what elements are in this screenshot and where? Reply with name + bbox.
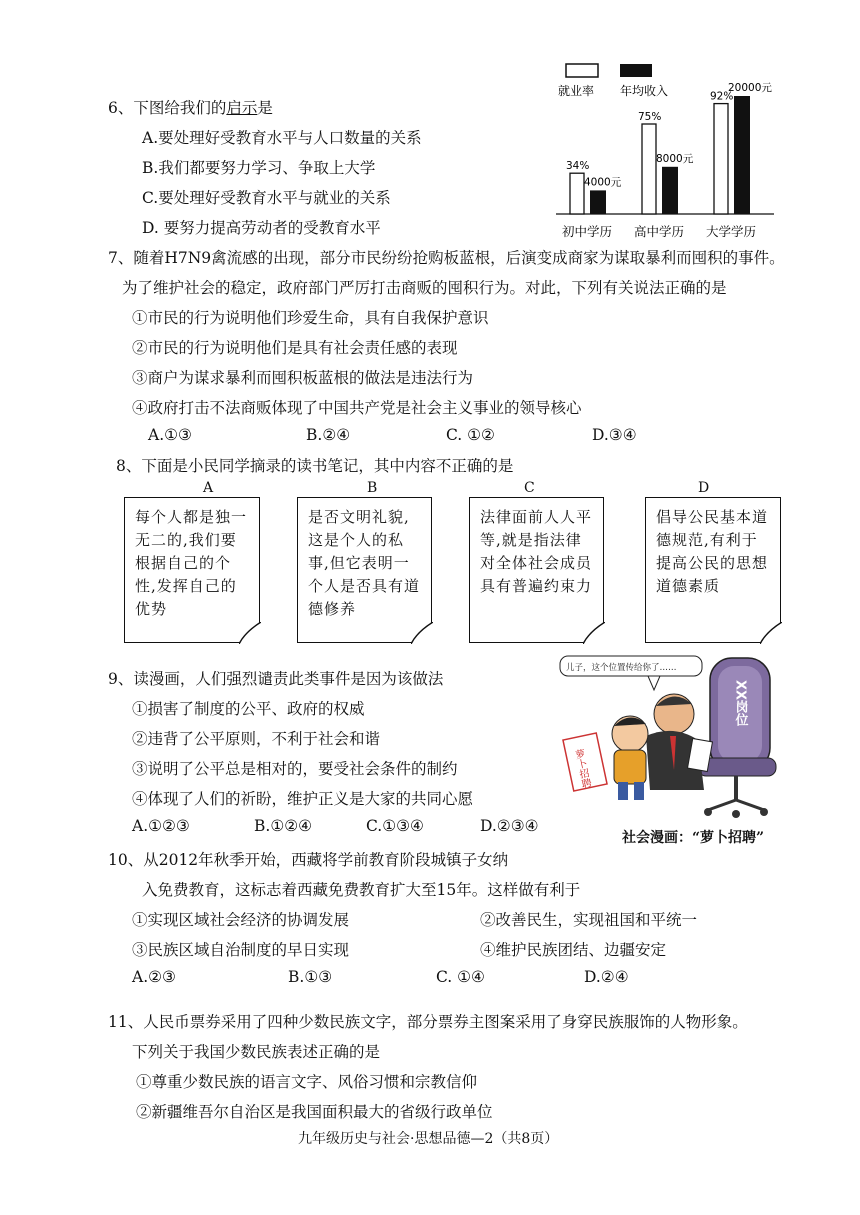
q10-item-2: ②改善民生，实现祖国和平统一	[480, 911, 698, 929]
q9-option-b: B.①②④	[254, 817, 313, 835]
q11-stem-line1: 11、人民币票券采用了四种少数民族文字，部分票券主图案采用了身穿民族服饰的人物形象。	[108, 1013, 748, 1031]
bar-employment-0	[570, 173, 584, 214]
label-income-1: 8000元	[656, 152, 694, 165]
q8-note-a	[124, 497, 260, 643]
q11-item-1: ①尊重少数民族的语言文字、风俗习惯和宗教信仰	[136, 1073, 478, 1091]
q8-note-c-letter: C	[524, 480, 535, 496]
q6-option-c: C.要处理好受教育水平与就业的关系	[142, 189, 391, 207]
q6-stem	[108, 96, 273, 118]
q9-stem: 9、读漫画，人们强烈谴责此类事件是因为该做法	[108, 670, 444, 688]
label-employment-2: 92%	[710, 90, 734, 103]
q9-item-4: ④体现了人们的祈盼，维护正义是大家的共同心愿	[132, 790, 474, 808]
q7-option-b: B.②④	[306, 426, 351, 444]
page-footer: 九年级历史与社会·思想品德—2（共8页）	[298, 1131, 559, 1147]
label-income-2: 20000元	[728, 82, 772, 94]
cartoon-caption: 社会漫画：“萝卜招聘”	[622, 830, 765, 846]
q8-note-b-text: 是否文明礼貌,这是个人的私事,但它表明一个人是否具有道德修养	[308, 508, 421, 618]
q7-item-4: ④政府打击不法商贩体现了中国共产党是社会主义事业的领导核心	[132, 399, 582, 417]
note-fold-icon	[760, 622, 782, 644]
legend-swatch-income	[620, 64, 652, 77]
note-fold-icon	[583, 622, 605, 644]
q8-note-d-text: 倡导公民基本道德规范,有利于提高公民的思想道德素质	[656, 508, 769, 595]
q6-option-a: A.要处理好受教育水平与人口数量的关系	[142, 129, 422, 147]
q6-stem-underlined: 启示	[226, 99, 258, 117]
q6-stem-suffix: 是	[257, 99, 273, 117]
cartoon-sign: 萝卜招聘	[571, 748, 591, 790]
q8-note-a-letter: A	[203, 480, 214, 496]
bar-income-1	[662, 167, 678, 214]
q10-stem-line2: 入免费教育，这标志着西藏免费教育扩大至15年。这样做有利于	[142, 881, 581, 899]
note-fold-icon	[239, 622, 261, 644]
q10-item-1: ①实现区域社会经济的协调发展	[132, 911, 350, 929]
q9-option-d: D.②③④	[480, 817, 539, 835]
q10-option-a: A.②③	[132, 968, 176, 986]
q9-item-2: ②违背了公平原则，不利于社会和谐	[132, 730, 381, 748]
q11-item-2: ②新疆维吾尔自治区是我国面积最大的省级行政单位	[136, 1103, 493, 1121]
q6-option-b: B.我们都要努力学习、争取上大学	[142, 159, 376, 177]
category-label-1: 高中学历	[634, 224, 685, 239]
education-chart	[548, 56, 776, 246]
q8-stem: 8、下面是小民同学摘录的读书笔记，其中内容不正确的是	[116, 457, 514, 475]
label-employment-1: 75%	[638, 111, 662, 123]
q10-item-4: ④维护民族团结、边疆安定	[480, 941, 667, 959]
q9-item-1: ①损害了制度的公平、政府的权威	[132, 700, 365, 718]
q11-stem-line2: 下列关于我国少数民族表述正确的是	[132, 1043, 381, 1061]
q7-option-d: D.③④	[592, 426, 637, 444]
bar-income-0	[590, 190, 606, 214]
q7-option-c: C. ①②	[446, 426, 495, 444]
q8-note-b	[297, 497, 432, 643]
note-fold-icon	[411, 622, 433, 644]
legend-swatch-employment	[566, 64, 598, 77]
q10-item-3: ③民族区域自治制度的早日实现	[132, 941, 350, 959]
q8-note-d-letter: D	[698, 480, 710, 496]
q7-option-a: A.①③	[148, 426, 192, 444]
category-label-0: 初中学历	[562, 224, 613, 239]
label-employment-0: 34%	[566, 160, 590, 173]
q8-note-d	[645, 497, 781, 643]
q8-note-a-text: 每个人都是独一无二的,我们要根据自己的个性,发挥自己的优势	[135, 508, 248, 618]
q8-note-c-text: 法律面前人人平等,就是指法律对全体社会成员具有普遍约束力	[480, 508, 593, 595]
q7-stem-line2: 为了维护社会的稳定，政府部门严厉打击商贩的囤积行为。对此，下列有关说法正确的是	[122, 279, 727, 297]
q9-option-a: A.①②③	[132, 817, 190, 835]
q10-option-d: D.②④	[584, 968, 629, 986]
q9-option-c: C.①③④	[366, 817, 424, 835]
q8-note-b-letter: B	[367, 480, 378, 496]
cartoon-speech: 儿子，这个位置传给你了……	[566, 663, 677, 673]
q10-option-b: B.①③	[288, 968, 333, 986]
q10-option-c: C. ①④	[436, 968, 485, 986]
q7-stem-line1: 7、随着H7N9禽流感的出现，部分市民纷纷抢购板蓝根，后演变成商家为谋取暴利而囤积的事件。	[108, 249, 785, 267]
q7-item-2: ②市民的行为说明他们是具有社会责任感的表现	[132, 339, 458, 357]
q10-stem-line1: 10、从2012年秋季开始，西藏将学前教育阶段城镇子女纳	[108, 851, 509, 869]
category-label-2: 大学学历	[706, 224, 757, 239]
q6-stem-prefix: 6、下图给我们的	[108, 99, 227, 117]
q9-item-3: ③说明了公平总是相对的，要受社会条件的制约	[132, 760, 458, 778]
chair-label: XX岗位	[732, 680, 748, 727]
bar-income-2	[734, 96, 750, 214]
legend-label-income: 年均收入	[620, 84, 669, 98]
bar-employment-2	[714, 104, 728, 214]
q7-item-1: ①市民的行为说明他们珍爱生命，具有自我保护意识	[132, 309, 489, 327]
bar-employment-1	[642, 124, 656, 214]
q8-note-c	[469, 497, 604, 643]
q7-item-3: ③商户为谋求暴利而囤积板蓝根的做法是违法行为	[132, 369, 474, 387]
q6-option-d: D. 要努力提高劳动者的受教育水平	[142, 219, 381, 237]
legend-label-employment: 就业率	[558, 84, 595, 98]
label-income-0: 4000元	[584, 176, 622, 189]
cartoon-illustration	[558, 650, 790, 822]
